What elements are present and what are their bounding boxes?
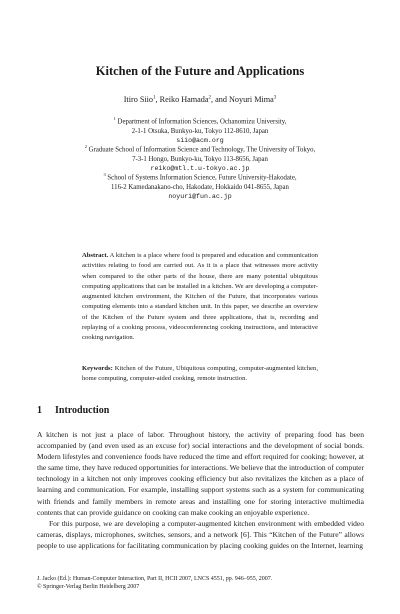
page-footer [37, 575, 364, 592]
affiliation-marker: 2 [84, 144, 87, 149]
section-number: 1 [37, 405, 42, 416]
author-name: Reiko Hamada [159, 95, 209, 104]
body-paragraph: For this purpose, we are developing a computer-augmented kitchen environment with embedded video cameras, displays, microphones, switches, sensors, and a network [6]. This “Kitchen of the Future” allows people to use applications for facilitating communication by placing cooking guides on the Internet, learning [37, 518, 364, 550]
keywords-label: Keywords: [82, 365, 113, 372]
affiliation-line: 116-2 Kamedanakano-cho, Hakodate, Hokkaido 041-8655, Japan [111, 183, 289, 191]
author-name: Noyuri Mima [228, 95, 274, 104]
affiliation-email: siio@acm.org [176, 137, 224, 145]
affiliation-3 [0, 170, 400, 201]
citation-line: J. Jacko (Ed.): Human-Computer Interaction, Part II, HCII 2007, LNCS 4551, pp. 946–955, 2007. [37, 576, 273, 582]
author-name: Itiro Siio [123, 95, 154, 104]
author-affiliation-marker: 3 [273, 95, 277, 101]
affiliation-2 [0, 142, 400, 173]
section-body [37, 429, 364, 551]
affiliation-line: Graduate School of Information Science and Technology, The University of Tokyo, [88, 146, 316, 154]
affiliation-email: noyuri@fun.ac.jp [168, 193, 232, 201]
affiliation-line: 7-3-1 Hongo, Bunkyo-ku, Tokyo 113-8656, Japan [132, 155, 268, 163]
abstract-text: A kitchen is a place where food is prepared and education and communication activities relating to food are carried out. As it is a place that witnesses more activity when compared to the other parts of the house, there are many potential ubiquitous computing applications that can be installed in a kitchen. We are developing a computer-augmented kitchen environment, the Kitchen of the Future, that incorporates various computing elements into a standard kitchen unit. In this paper, we describe an overview of the Kitchen of the Future system and three applications, that is, recording and replaying of a cooking process, videoconferencing cooking instructions, and interactive cooking navigation. [82, 252, 318, 342]
section-heading [37, 405, 109, 416]
body-paragraph: A kitchen is not just a place of labor. Throughout history, the activity of preparing food has been accompanied by (and even used as an excuse for) social interactions and the development of social bonds. Modern lifestyles and convenience foods have reduced the time and effort required for cooking; however, at the same time, they have reduced opportunities for interactions. We believe that the introduction of computer technology in a kitchen not only improves cooking efficiency but also revitalizes the kitchen as a place of learning and communication. For example, installing support systems such as a system for communicating with friends and family members in remote areas and installing one for storing interactive multimedia contents that can provide guidance on cooking can make cooking an enjoyable experience. [37, 430, 364, 517]
author-list [0, 95, 400, 104]
affiliation-line: Department of Information Sciences, Ochanomizu University, [117, 118, 287, 126]
affiliation-marker: 3 [103, 172, 106, 177]
affiliation-marker: 1 [113, 116, 116, 121]
keywords-text: Kitchen of the Future, Ubiquitous computing, computer-augmented kitchen, home computing, computer-aided cooking, remote instruction. [82, 365, 318, 383]
affiliation-line: School of Systems Information Science, Future University-Hakodate, [107, 174, 297, 182]
author-separator: , [155, 95, 160, 104]
keywords [82, 364, 318, 385]
section-title: Introduction [55, 405, 110, 416]
affiliation-line: 2-1-1 Otsuka, Bunkyo-ku, Tokyo 112-8610, Japan [131, 127, 269, 135]
affiliation-email: reiko@mtl.t.u-tokyo.ac.jp [150, 165, 250, 173]
author-separator: , and [211, 95, 229, 104]
author-affiliation-marker: 1 [153, 95, 156, 101]
author-affiliation-marker: 2 [208, 95, 212, 101]
copyright-line: © Springer-Verlag Berlin Heidelberg 2007 [37, 584, 140, 591]
affiliation-1 [0, 114, 400, 145]
paper-title: Kitchen of the Future and Applications [95, 64, 305, 78]
abstract [82, 251, 318, 344]
abstract-label: Abstract. [82, 252, 109, 259]
